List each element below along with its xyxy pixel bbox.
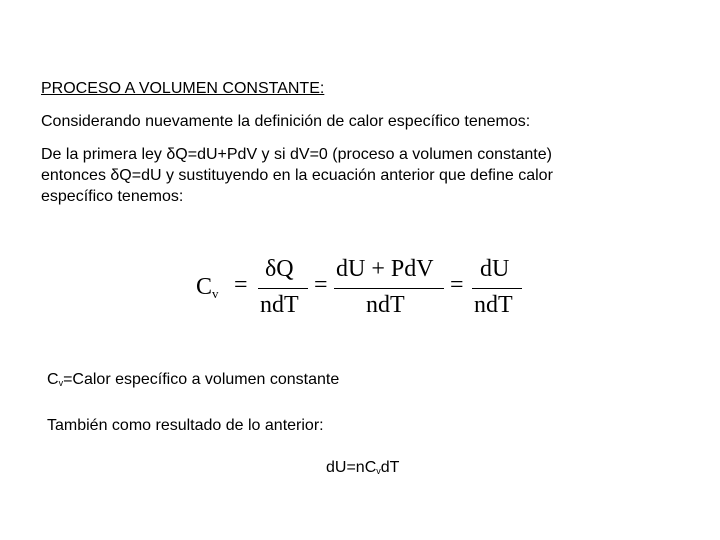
fraction-denominator: ndT	[366, 292, 405, 318]
explanation-paragraph	[41, 144, 553, 207]
fraction-denominator: ndT	[474, 292, 513, 318]
fraction-denominator: ndT	[260, 292, 299, 318]
equals-sign: =	[234, 272, 248, 298]
paragraph-line: De la primera ley δQ=dU+PdV y si dV=0 (proceso a volumen constante)	[41, 146, 552, 163]
section-title: PROCESO A VOLUMEN CONSTANTE:	[41, 80, 325, 97]
equals-sign: =	[450, 272, 464, 298]
fraction-numerator: δQ	[265, 256, 294, 282]
formula-lhs: $C_v$	[196, 274, 219, 301]
paragraph-line: específico tenemos:	[41, 188, 184, 205]
fraction-numerator: dU	[480, 256, 510, 282]
paragraph-line: entonces δQ=dU y sustituyendo en la ecuación anterior que define calor	[41, 167, 553, 184]
fraction-numerator: dU + PdV	[336, 256, 434, 282]
fraction-bar	[258, 288, 308, 289]
intro-text: Considerando nuevamente la definición de calor específico tenemos:	[41, 113, 531, 130]
result-equation: $dU=nC_vdT$	[326, 459, 400, 476]
equals-sign: =	[314, 272, 328, 298]
specific-heat-formula	[192, 248, 532, 328]
also-text: También como resultado de lo anterior:	[47, 417, 324, 434]
fraction-bar	[472, 288, 522, 289]
cv-definition: $C_v=Calor$ específico a volumen constante	[47, 371, 340, 388]
fraction-bar	[334, 288, 444, 289]
